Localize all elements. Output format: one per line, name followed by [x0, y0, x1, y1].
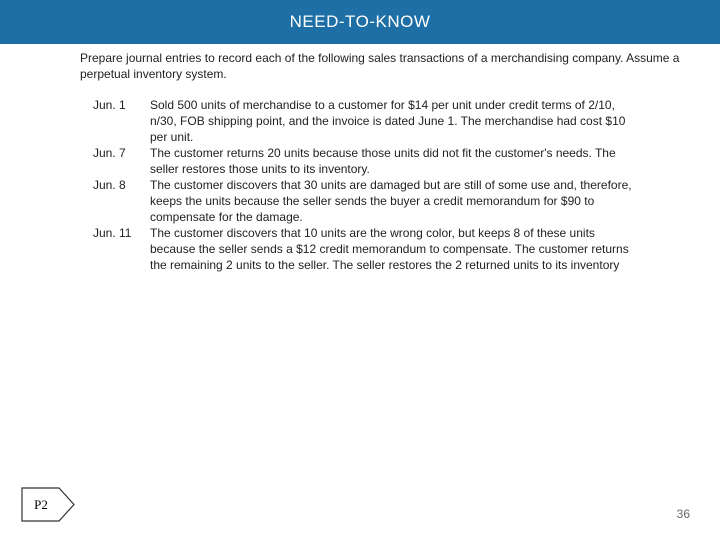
transaction-list — [93, 97, 633, 273]
transaction-date: Jun. 11 — [93, 226, 132, 240]
title-bar — [0, 0, 720, 44]
transaction-row — [93, 145, 633, 177]
instructions-text: Prepare journal entries to record each of the following sales transactions of a merchandising company. Assume a perpetual inventory system. — [80, 51, 680, 81]
transaction-description: The customer returns 20 units because those units did not fit the customer's needs. The seller restores those units to its inventory. — [150, 146, 616, 176]
learning-objective-badge[interactable] — [21, 487, 75, 522]
transaction-row — [93, 97, 633, 145]
transaction-date: Jun. 8 — [93, 178, 126, 192]
badge-label: P2 — [34, 496, 48, 512]
transaction-description: The customer discovers that 10 units are the wrong color, but keeps 8 of these units because the seller sends a $12 credit memorandum to compensate. The customer returns the remaining 2 units to the seller. The seller restores the 2 returned units to its inventory — [150, 226, 629, 272]
transaction-row — [93, 177, 633, 225]
transaction-description: The customer discovers that 30 units are damaged but are still of some use and, therefore, keeps the units because the seller sends the buyer a credit memorandum for $90 to compensate for the damage. — [150, 178, 632, 224]
transaction-row — [93, 225, 633, 273]
page-number: 36 — [676, 507, 690, 521]
transaction-date: Jun. 1 — [93, 98, 126, 112]
slide-title: NEED-TO-KNOW — [289, 12, 431, 31]
transaction-date: Jun. 7 — [93, 146, 126, 160]
transaction-description: Sold 500 units of merchandise to a customer for $14 per unit under credit terms of 2/10, n/30, FOB shipping point, and the invoice is dated June 1. The merchandise had cost $10 per unit. — [150, 98, 626, 144]
